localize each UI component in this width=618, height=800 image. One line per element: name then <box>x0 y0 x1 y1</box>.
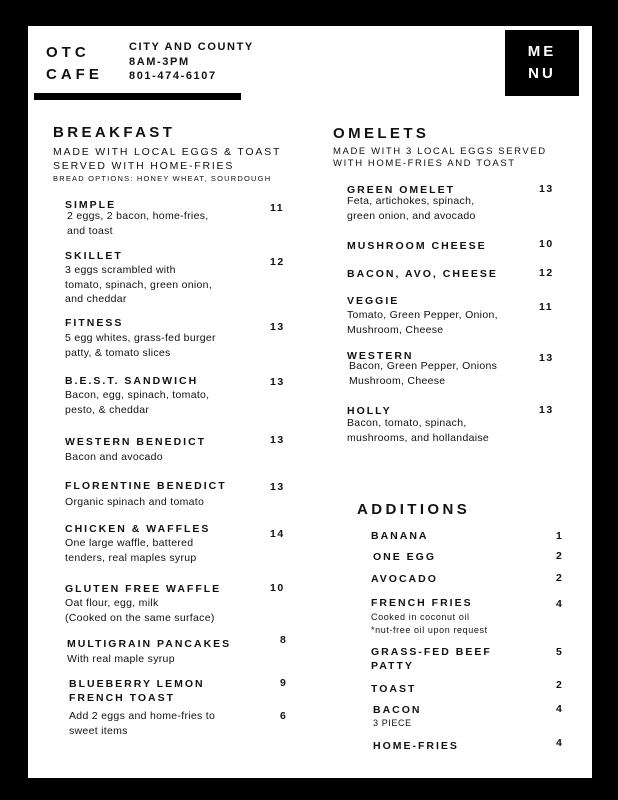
menu-item-desc: Bacon, tomato, spinach, mushrooms, and hollandaise <box>347 417 490 444</box>
breakfast-subtitle-2: SERVED WITH HOME-FRIES <box>53 160 235 172</box>
addon-price: 6 <box>280 710 288 722</box>
addition-item-price: 4 <box>556 703 564 715</box>
addition-item-price: 2 <box>556 679 564 691</box>
menu-item-price: 10 <box>539 238 554 250</box>
cafe-location: CITY AND COUNTY <box>129 41 254 53</box>
menu-item-price: 10 <box>270 582 285 594</box>
menu-item-name: GREEN OMELET <box>347 184 456 196</box>
menu-item-name: B.E.S.T. SANDWICH <box>65 375 199 387</box>
menu-item-desc: Bacon, Green Pepper, Onions Mushroom, Cheese <box>349 360 498 387</box>
addition-item-name: FRENCH FRIES <box>371 597 473 609</box>
menu-item-price: 11 <box>270 202 285 214</box>
menu-item-price: 13 <box>539 404 554 416</box>
menu-item-name: FITNESS <box>65 317 124 329</box>
menu-item-price: 8 <box>280 634 288 646</box>
cafe-phone: 801-474-6107 <box>129 70 217 82</box>
menu-item-name: SIMPLE <box>65 199 117 211</box>
addition-item-name: TOAST <box>371 683 417 695</box>
addition-item-price: 2 <box>556 572 564 584</box>
bread-options: BREAD OPTIONS: HONEY WHEAT, SOURDOUGH <box>53 174 272 183</box>
menu-item-desc: Bacon, egg, spinach, tomato, pesto, & cheddar <box>65 389 210 416</box>
header-divider-bar <box>34 93 241 100</box>
menu-item-name: HOLLY <box>347 405 392 417</box>
menu-item-desc: Oat flour, egg, milk (Cooked on the same surface) <box>65 597 215 624</box>
menu-item-name: WESTERN <box>347 350 414 362</box>
addition-item-price: 4 <box>556 598 564 610</box>
omelets-subtitle-1: MADE WITH 3 LOCAL EGGS SERVED <box>333 146 547 157</box>
breakfast-subtitle-1: MADE WITH LOCAL EGGS & TOAST <box>53 146 282 158</box>
omelets-subtitle-2: WITH HOME-FRIES AND TOAST <box>333 158 516 169</box>
cafe-name-line2: CAFE <box>46 66 103 83</box>
menu-item-price: 11 <box>539 301 554 313</box>
addition-item-price: 5 <box>556 646 564 658</box>
menu-item-name: VEGGIE <box>347 295 400 307</box>
menu-item-desc: 3 eggs scrambled with tomato, spinach, green onion, and cheddar <box>65 264 213 305</box>
menu-item-desc: Feta, artichokes, spinach, green onion, and avocado <box>347 195 476 222</box>
menu-badge-line2: NU <box>528 65 556 82</box>
menu-item-price: 13 <box>270 481 285 493</box>
menu-item-price: 13 <box>539 352 554 364</box>
menu-item-name: BACON, AVO, CHEESE <box>347 268 498 280</box>
menu-item-name: FLORENTINE BENEDICT <box>65 480 227 492</box>
menu-item-price: 13 <box>270 321 285 333</box>
menu-item-name: MULTIGRAIN PANCAKES <box>67 638 232 650</box>
menu-item-name: BLUEBERRY LEMON FRENCH TOAST <box>69 678 205 704</box>
addon-desc: Add 2 eggs and home-fries to sweet items <box>69 710 216 737</box>
menu-item-price: 12 <box>270 256 285 268</box>
menu-item-desc: With real maple syrup <box>67 653 175 665</box>
addition-item-desc: 3 PIECE <box>373 718 412 728</box>
menu-item-price: 13 <box>270 434 285 446</box>
addition-item-name: HOME-FRIES <box>373 740 459 752</box>
menu-item-desc: Organic spinach and tomato <box>65 496 205 508</box>
menu-item-price: 13 <box>270 376 285 388</box>
cafe-name-line1: OTC <box>46 44 90 61</box>
menu-badge <box>505 30 579 96</box>
menu-item-name: GLUTEN FREE WAFFLE <box>65 583 222 595</box>
addition-item-price: 4 <box>556 737 564 749</box>
menu-item-price: 12 <box>539 267 554 279</box>
cafe-hours: 8AM-3PM <box>129 55 190 68</box>
addition-item-price: 1 <box>556 530 564 542</box>
menu-item-desc: Bacon and avocado <box>65 451 163 463</box>
cafe-info <box>129 40 254 84</box>
menu-item-desc: Tomato, Green Pepper, Onion, Mushroom, Cheese <box>347 309 498 336</box>
addition-item-name: BANANA <box>371 530 429 542</box>
menu-item-price: 13 <box>539 183 554 195</box>
menu-item-desc: One large waffle, battered tenders, real maples syrup <box>65 537 197 564</box>
menu-item-name: SKILLET <box>65 250 123 262</box>
menu-item-name: CHICKEN & WAFFLES <box>65 523 211 535</box>
menu-item-desc: 2 eggs, 2 bacon, home-fries, and toast <box>67 210 209 237</box>
addition-item-name: GRASS-FED BEEF PATTY <box>371 646 492 672</box>
cafe-name <box>46 42 103 86</box>
menu-item-name: WESTERN BENEDICT <box>65 436 207 448</box>
menu-page <box>28 26 592 778</box>
addition-item-name: ONE EGG <box>373 551 437 563</box>
breakfast-heading: BREAKFAST <box>53 124 176 141</box>
additions-heading: ADDITIONS <box>357 501 471 518</box>
addition-item-price: 2 <box>556 550 564 562</box>
addition-item-desc: Cooked in coconut oil *nut-free oil upon request <box>371 612 488 635</box>
menu-badge-line1: ME <box>527 43 557 60</box>
addition-item-name: BACON <box>373 704 422 716</box>
omelets-heading: OMELETS <box>333 125 430 142</box>
menu-item-name: MUSHROOM CHEESE <box>347 240 487 252</box>
addition-item-name: AVOCADO <box>371 573 438 585</box>
menu-item-desc: 5 egg whites, grass-fed burger patty, & tomato slices <box>65 332 216 359</box>
menu-item-price: 9 <box>280 677 288 689</box>
menu-item-price: 14 <box>270 528 285 540</box>
